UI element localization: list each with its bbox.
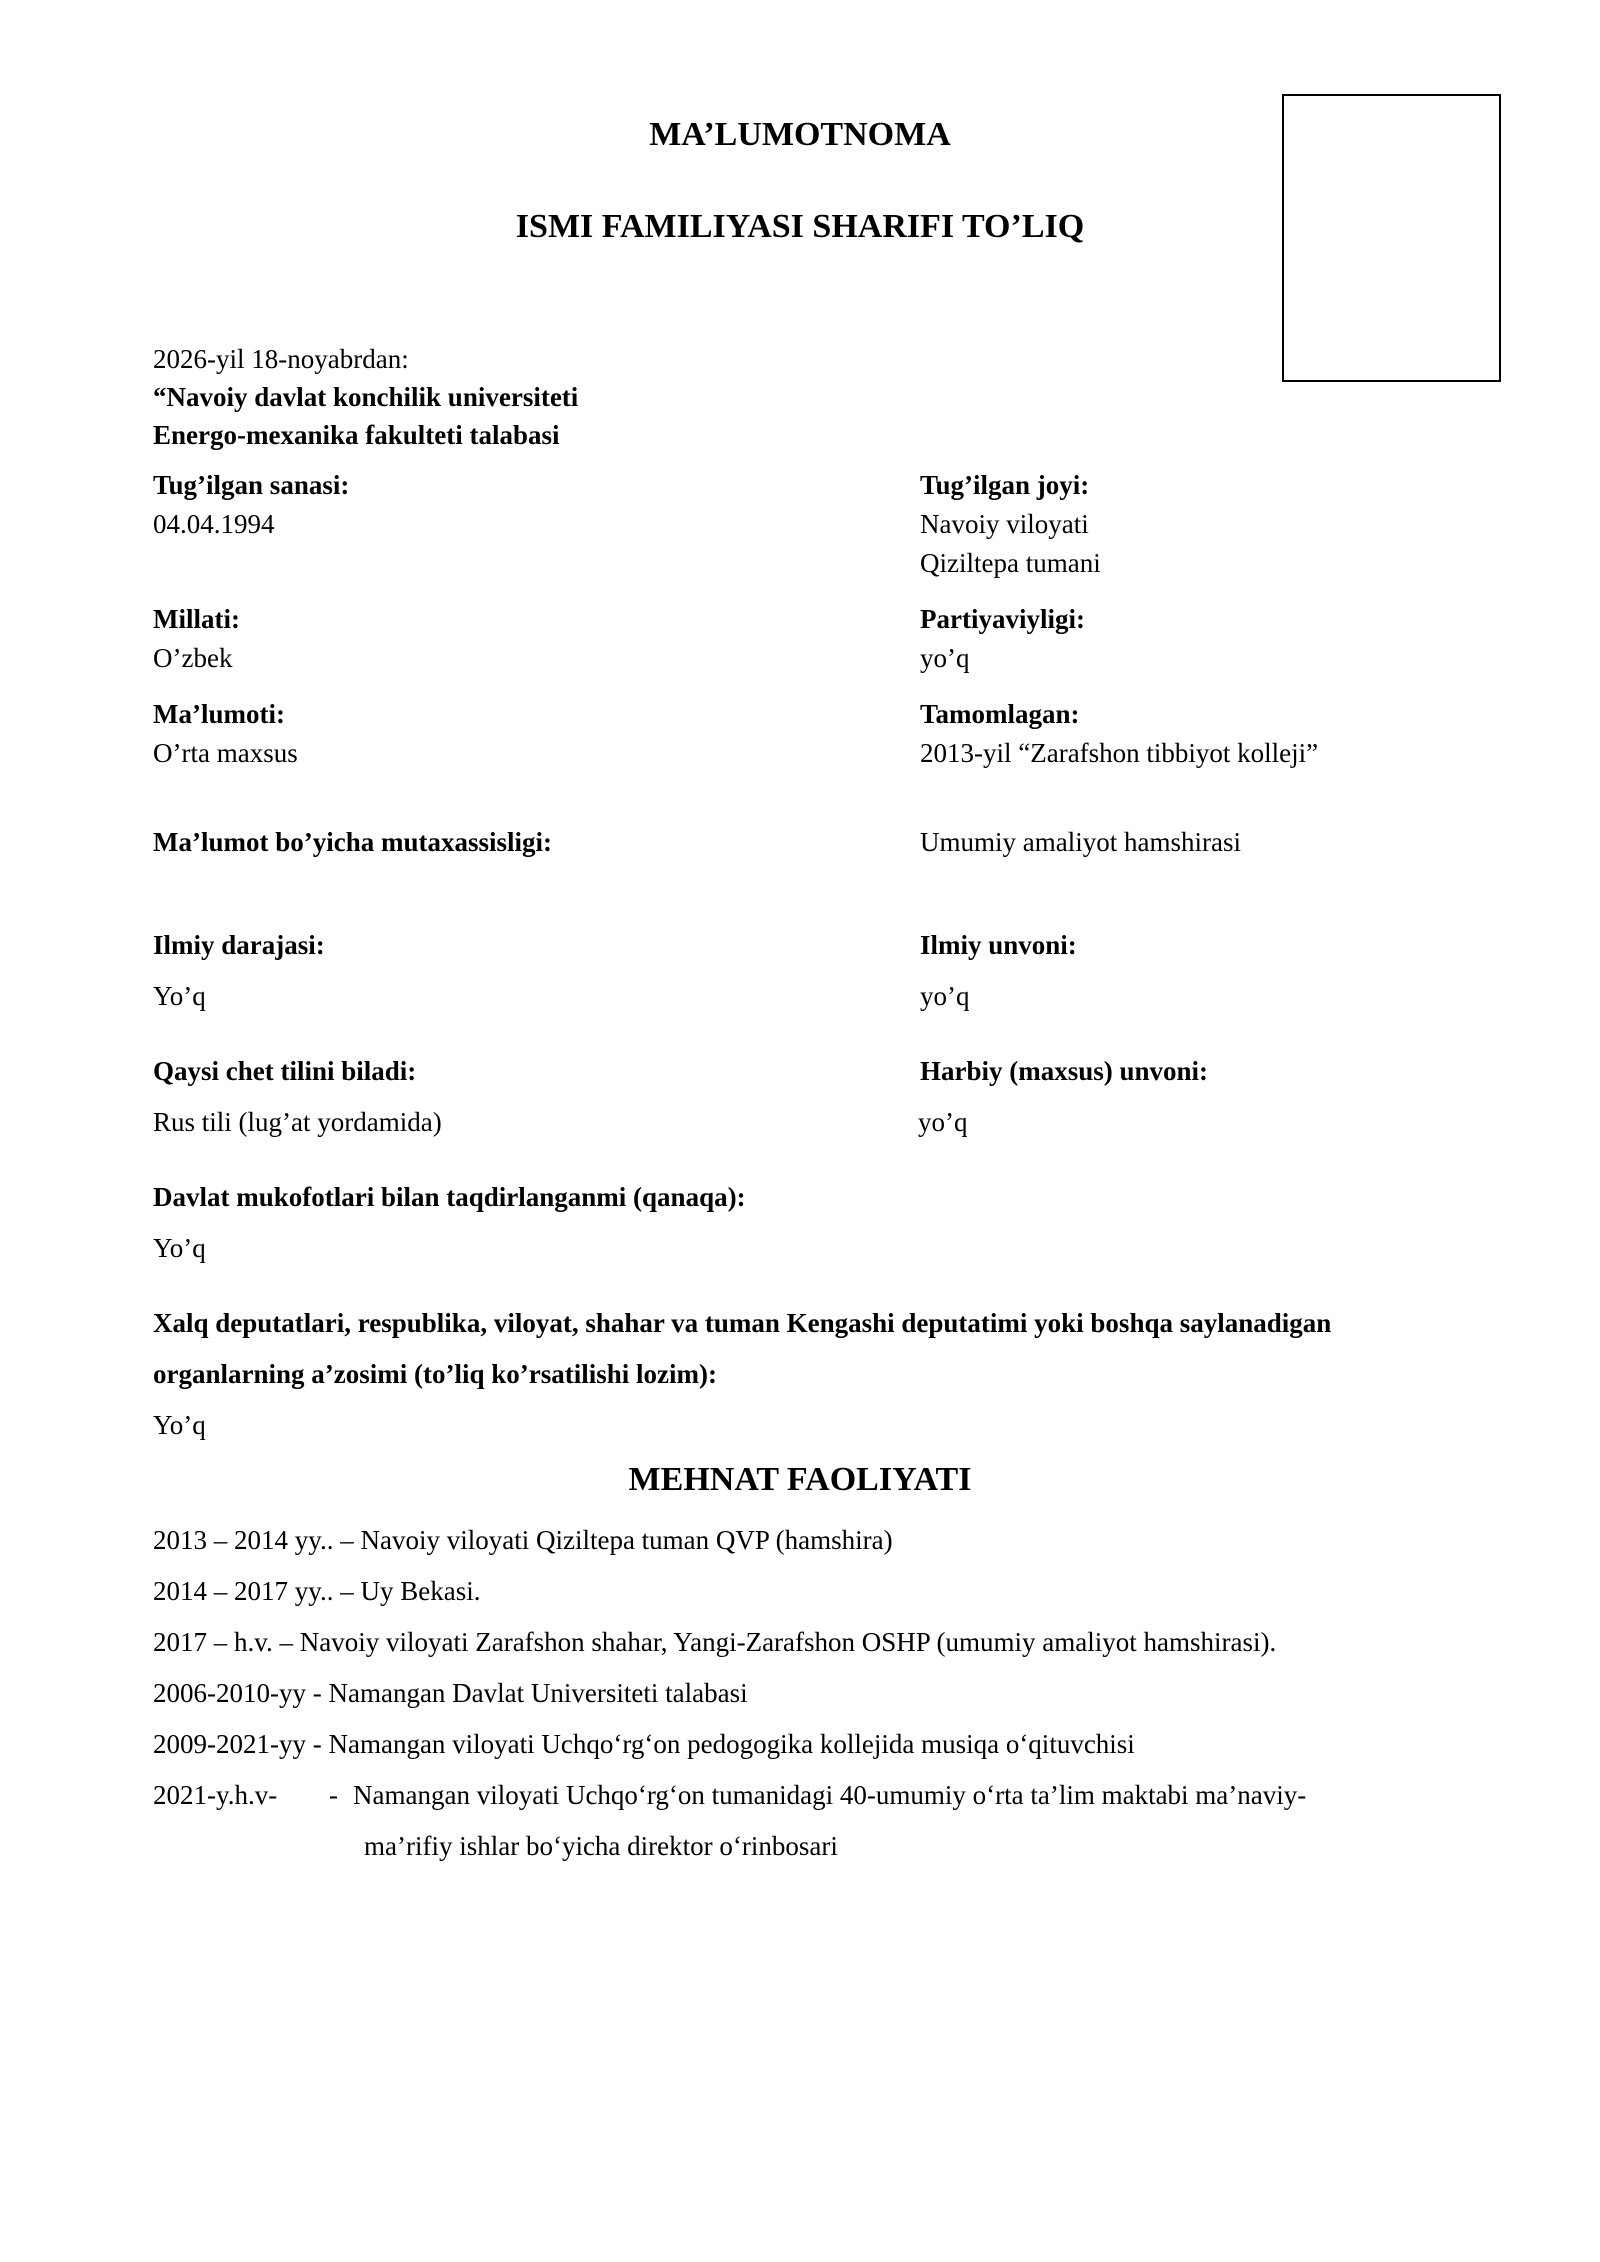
language-value: Rus tili (lug’at yordamida) — [153, 1107, 442, 1137]
language-label: Qaysi chet tilini biladi: — [153, 1056, 417, 1086]
academic-title-label: Ilmiy unvoni: — [920, 930, 1077, 960]
birth-place-value-2: Qiziltepa tumani — [920, 548, 1101, 578]
work-history-item: 2013 – 2014 yy.. – Navoiy viloyati Qiziltepa tuman QVP (hamshira) — [153, 1525, 893, 1555]
specialty-label: Ma’lumot bo’yicha mutaxassisligi: — [153, 827, 553, 857]
education-label: Ma’lumoti: — [153, 699, 285, 729]
work-history-item: 2017 – h.v. – Navoiy viloyati Zarafshon shahar, Yangi-Zarafshon OSHP (umumiy amaliyot hamshirasi). — [153, 1627, 1277, 1657]
birth-date-label: Tug’ilgan sanasi: — [153, 470, 350, 500]
party-value: yo’q — [920, 643, 970, 673]
work-history-item: 2006-2010-yy - Namangan Davlat Universiteti talabasi — [153, 1678, 748, 1708]
work-history-last-dash: - — [329, 1780, 338, 1810]
deputy-label-line-1: Xalq deputatlari, respublika, viloyat, shahar va tuman Kengashi deputatimi yoki boshqa saylanadigan — [153, 1308, 1332, 1338]
nationality-label: Millati: — [153, 604, 240, 634]
work-history-last-period: 2021-y.h.v- — [153, 1780, 278, 1810]
nationality-value: O’zbek — [153, 643, 233, 673]
work-history-item: 2014 – 2017 yy.. – Uy Bekasi. — [153, 1576, 481, 1606]
graduated-value: 2013-yil “Zarafshon tibbiyot kolleji” — [920, 738, 1319, 768]
deputy-label-line-2: organlarning a’zosimi (to’liq ko’rsatilishi lozim): — [153, 1359, 717, 1389]
degree-label: Ilmiy darajasi: — [153, 930, 325, 960]
birth-date-value: 04.04.1994 — [153, 509, 275, 539]
academic-title-value: yo’q — [920, 981, 970, 1011]
deputy-value: Yo’q — [153, 1410, 206, 1440]
work-history-heading: MEHNAT FAOLIYATI — [628, 1461, 972, 1498]
organization-line-2: Energo-mexanika fakulteti talabasi — [153, 420, 560, 450]
document-title: MA’LUMOTNOMA — [649, 116, 951, 153]
education-value: O’rta maxsus — [153, 738, 298, 768]
person-name: ISMI FAMILIYASI SHARIFI TO’LIQ — [515, 208, 1085, 245]
military-rank-label: Harbiy (maxsus) unvoni: — [920, 1056, 1209, 1086]
degree-value: Yo’q — [153, 981, 206, 1011]
military-rank-value: yo’q — [918, 1107, 968, 1137]
date-line: 2026-yil 18-noyabrdan: — [153, 344, 409, 374]
work-history-last-text-2: ma’rifiy ishlar bo‘yicha direktor o‘rinbosari — [364, 1831, 838, 1861]
awards-value: Yo’q — [153, 1233, 206, 1263]
awards-label: Davlat mukofotlari bilan taqdirlanganmi (qanaqa): — [153, 1182, 746, 1212]
work-history-item: 2009-2021-yy - Namangan viloyati Uchqo‘rg‘on pedogogika kollejida musiqa o‘qituvchisi — [153, 1729, 1135, 1759]
work-history-last-text-1: Namangan viloyati Uchqo‘rg‘on tumanidagi 40-umumiy o‘rta ta’lim maktabi ma’naviy- — [353, 1780, 1307, 1810]
party-label: Partiyaviyligi: — [920, 604, 1085, 634]
birth-place-value-1: Navoiy viloyati — [920, 509, 1089, 539]
birth-place-label: Tug’ilgan joyi: — [920, 470, 1090, 500]
organization-line-1: “Navoiy davlat konchilik universiteti — [153, 382, 579, 412]
specialty-value: Umumiy amaliyot hamshirasi — [920, 827, 1241, 857]
graduated-label: Tamomlagan: — [920, 699, 1080, 729]
